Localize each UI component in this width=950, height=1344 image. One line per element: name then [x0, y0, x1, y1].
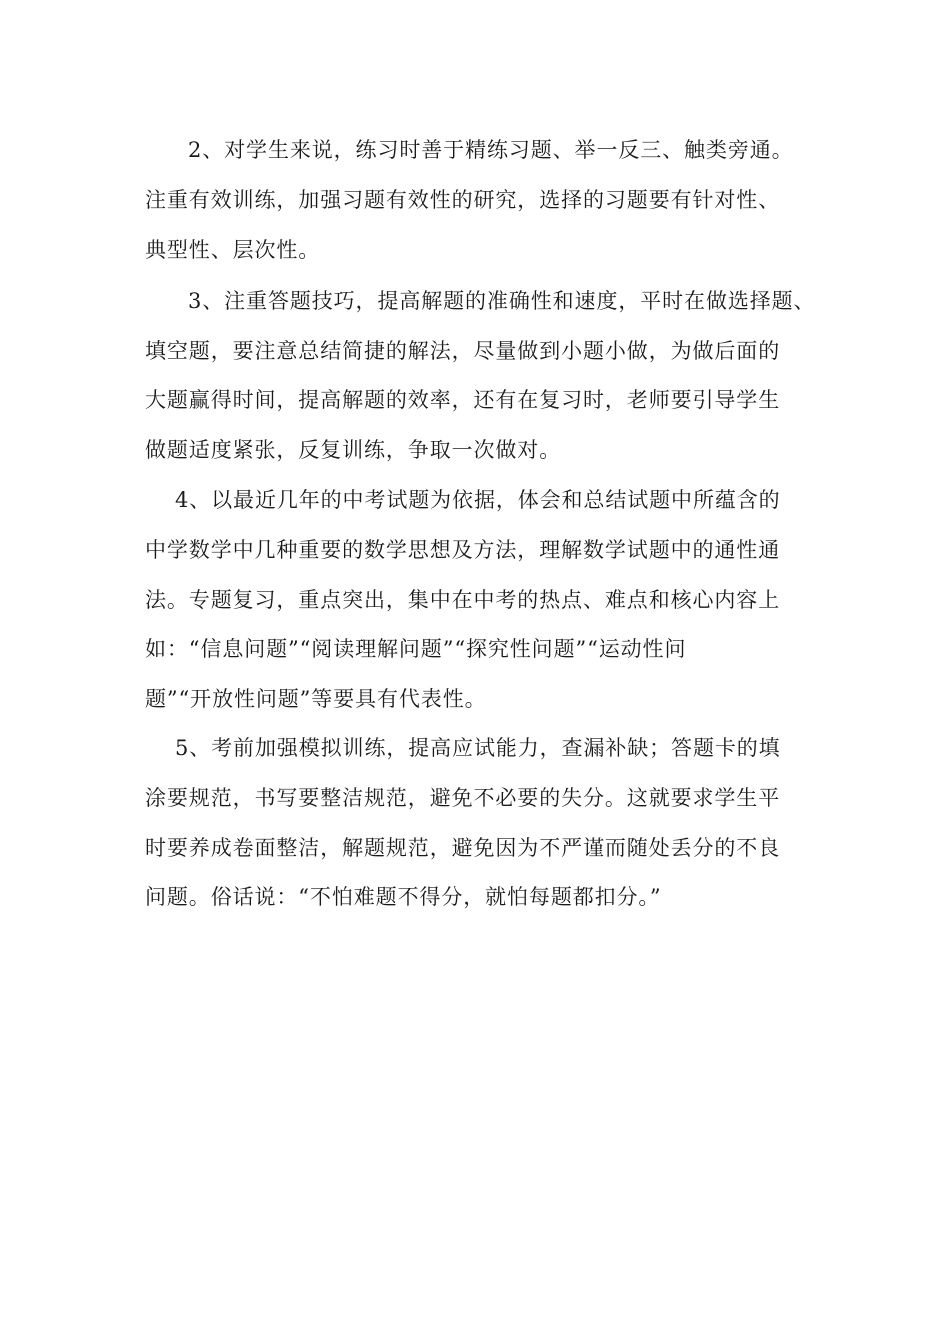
- paragraph-line: 5、考前加强模拟训练，提高应试能力，查漏补缺；答题卡的填: [175, 736, 781, 760]
- paragraph-line: 时要养成卷面整洁，解题规范，避免因为不严谨而随处丢分的不良: [145, 836, 781, 860]
- paragraph-line: 2、对学生来说，练习时善于精练习题、举一反三、触类旁通。: [188, 138, 794, 162]
- paragraph-line: 如：“信息问题”“阅读理解问题”“探究性问题”“运动性问: [145, 637, 687, 661]
- paragraph-line: 法。专题复习，重点突出，集中在中考的热点、难点和核心内容上: [145, 588, 781, 612]
- paragraph-line: 题”“开放性问题”等要具有代表性。: [145, 687, 487, 711]
- paragraph-line: 大题赢得时间，提高解题的效率，还有在复习时，老师要引导学生: [145, 388, 781, 412]
- paragraph-line: 3、注重答题技巧，提高解题的准确性和速度，平时在做选择题、: [188, 289, 816, 313]
- paragraph-line: 注重有效训练，加强习题有效性的研究，选择的习题要有针对性、: [145, 188, 781, 212]
- paragraph-line: 填空题，要注意总结简捷的解法，尽量做到小题小做，为做后面的: [145, 339, 781, 363]
- paragraph-line: 4、以最近几年的中考试题为依据，体会和总结试题中所蕴含的: [175, 488, 781, 512]
- paragraph-line: 中学数学中几种重要的数学思想及方法，理解数学试题中的通性通: [145, 538, 781, 562]
- paragraph-line: 涂要规范，书写要整洁规范，避免不必要的失分。这就要求学生平: [145, 786, 781, 810]
- paragraph-line: 做题适度紧张，反复训练，争取一次做对。: [145, 438, 562, 462]
- paragraph-line: 典型性、层次性。: [145, 238, 321, 262]
- paragraph-line: 问题。俗话说：“不怕难题不得分，就怕每题都扣分。”: [145, 885, 662, 909]
